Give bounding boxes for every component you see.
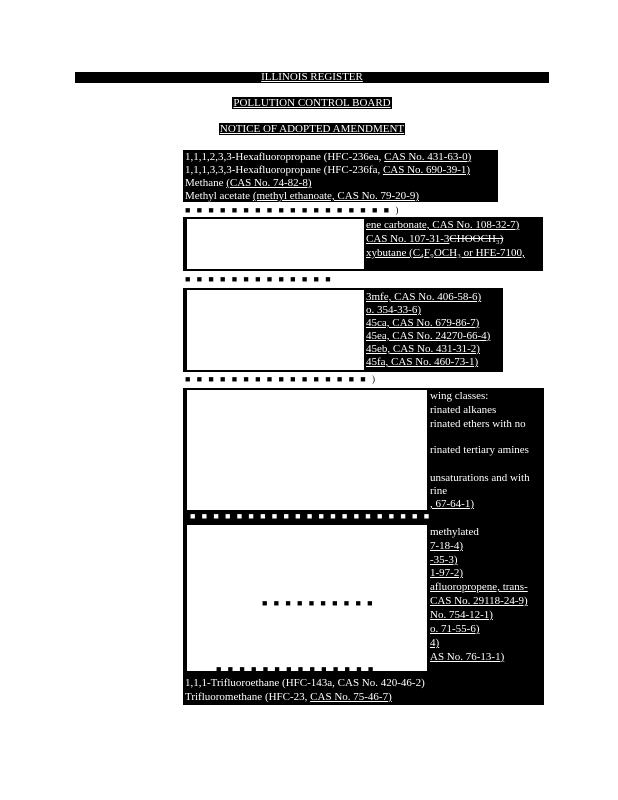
- block4-line-13: -35-3): [430, 554, 458, 566]
- block4-line-17: No. 754-12-1): [430, 609, 493, 621]
- block3-line-6: 45fa, CAS No. 460-73-1): [366, 356, 479, 368]
- obscured-line-6: ■ ■ ■ ■ ■ ■ ■ ■ ■ ■ ■ ■ ■ ■: [216, 664, 376, 674]
- block4-line-15: afluoropropene, trans-: [430, 581, 528, 593]
- top-line-1: 1,1,1,2,3,3-Hexafluoropropane (HFC-236ea, CAS No. 431-63-0): [185, 151, 472, 163]
- bottom-line-1: 1,1,1-Trifluoroethane (HFC-143a, CAS No. 420-46-2): [185, 677, 425, 689]
- block3-line-1: 3mfe, CAS No. 406-58-6): [366, 291, 482, 303]
- block4-line-20: AS No. 76-13-1): [430, 651, 505, 663]
- block4-line-8: rine: [430, 485, 448, 497]
- obscured-line-4: ■ ■ ■ ■ ■ ■ ■ ■ ■ ■ ■ ■ ■ ■ ■ ■ ■ ■ ■ ■ ■: [190, 511, 432, 521]
- block2-redaction: [187, 219, 364, 269]
- block4-line-2: rinated alkanes: [430, 404, 497, 416]
- block4-line-18: o. 71-55-6): [430, 623, 480, 635]
- board-title: POLLUTION CONTROL BOARD: [233, 97, 391, 109]
- block3-line-5: 45eb, CAS No. 431-31-2): [366, 343, 480, 355]
- top-line-3: Methane (CAS No. 74-82-8): [185, 177, 312, 189]
- top-line-4: Methyl acetate (methyl ethanoate, CAS No. 79-20-9): [185, 190, 419, 202]
- block4-line-16: CAS No. 29118-24-9): [430, 595, 528, 607]
- block4-line-7: unsaturations and with: [430, 472, 530, 484]
- block3-line-4: 45ea, CAS No. 24270-66-4): [366, 330, 491, 342]
- obscured-line-3: ■ ■ ■ ■ ■ ■ ■ ■ ■ ■ ■ ■ ■ ■ ■ ■ ): [185, 374, 377, 384]
- block4-redaction-a: [187, 390, 427, 510]
- bottom-line-2: Trifluoromethane (HFC-23, CAS No. 75-46-7): [185, 691, 392, 703]
- block4-line-12: 7-18-4): [430, 540, 463, 552]
- block4-line-1: wing classes:: [430, 390, 489, 402]
- block2-line-2: CAS No. 107-31-3CHOOCH₃): [366, 233, 504, 245]
- block4-line-9: , 67-64-1): [430, 498, 474, 510]
- register-title: ILLINOIS REGISTER: [261, 71, 363, 83]
- block4-line-19: 4): [430, 637, 440, 649]
- top-line-2: 1,1,1,3,3,3-Hexafluoropropane (HFC-236fa, CAS No. 690-39-1): [185, 164, 471, 176]
- obscured-line-2: ■ ■ ■ ■ ■ ■ ■ ■ ■ ■ ■ ■ ■: [185, 274, 333, 284]
- block3-redaction: [187, 290, 364, 370]
- block2-line-3: xybutane (C₄F₉OCH₃ or HFE-7100,: [366, 247, 525, 259]
- notice-title: NOTICE OF ADOPTED AMENDMENT: [219, 123, 405, 135]
- obscured-line-5: ■ ■ ■ ■ ■ ■ ■ ■ ■ ■: [262, 598, 375, 608]
- block2-line-1: ene carbonate, CAS No. 108-32-7): [366, 219, 520, 231]
- block4-line-3: rinated ethers with no: [430, 418, 526, 430]
- obscured-line-1: ■ ■ ■ ■ ■ ■ ■ ■ ■ ■ ■ ■ ■ ■ ■ ■ ■ ■ ): [185, 205, 401, 215]
- block3-line-2: o. 354-33-6): [366, 304, 421, 316]
- block4-line-11: methylated: [430, 526, 479, 538]
- block4-line-5: rinated tertiary amines: [430, 444, 529, 456]
- block3-line-3: 45ca, CAS No. 679-86-7): [366, 317, 480, 329]
- block4-line-14: 1-97-2): [430, 567, 463, 579]
